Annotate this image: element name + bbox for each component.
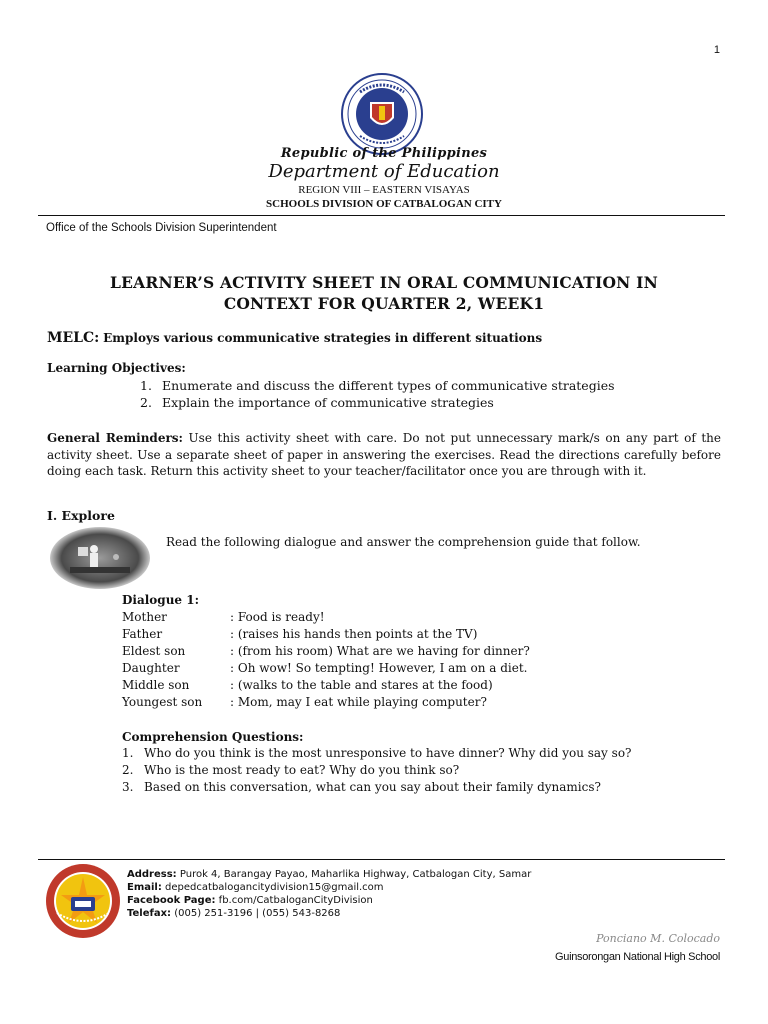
department-heading: Department of Education [268,161,500,182]
footer-email [127,882,384,893]
objective-item [140,378,615,393]
division-seal-icon [45,863,121,939]
dialogue-line [122,678,493,695]
dialogue-speaker: Youngest son [122,695,203,709]
dialogue-speaker: Mother [122,610,167,624]
dialogue-text: : Food is ready! [230,610,325,624]
dialogue-line [122,610,325,627]
melc-label: MELC: [47,330,100,346]
question-item [122,746,631,760]
explore-heading: I. Explore [47,508,115,523]
general-reminders [47,430,721,480]
page-number: 1 [713,44,720,56]
objectives-label: Learning Objectives: [47,361,186,375]
dialogue-text: : Oh wow! So tempting! However, I am on a diet. [230,661,528,675]
dialogue-text: : (walks to the table and stares at the food) [230,678,493,692]
page-title [40,272,728,314]
reminders-label: General Reminders: [47,431,183,445]
explore-instruction: Read the following dialogue and answer the comprehension guide that follow. [166,535,641,549]
dialogue-text: : (raises his hands then points at the TV) [230,627,478,641]
footer-facebook [127,895,373,906]
dialogue-speaker: Father [122,627,163,641]
objective-text: Enumerate and discuss the different types of communicative strategies [162,378,615,393]
dialogue-line [122,661,527,678]
facebook-value: fb.com/CatbaloganCityDivision [218,895,373,906]
dialogue-line [122,644,530,661]
footer-address [127,869,531,880]
header-divider [38,215,725,216]
dialogue-speaker: Daughter [122,661,180,675]
title-line-2: CONTEXT FOR QUARTER 2, WEEK1 [223,294,545,313]
telefax-value: (005) 251-3196 | (055) 543-8268 [174,908,341,919]
question-number: 2. [122,763,134,777]
objective-text: Explain the importance of communicative strategies [162,395,494,410]
region-heading: REGION VIII – EASTERN VISAYAS [298,184,470,196]
facebook-label: Facebook Page: [127,895,216,906]
question-item [122,780,601,794]
question-text: Who is the most ready to eat? Why do you think so? [144,763,460,777]
office-label: Office of the Schools Division Superintendent [46,222,277,234]
melc-line [47,330,542,346]
address-value: Purok 4, Barangay Payao, Maharlika Highway, Catbalogan City, Samar [179,869,532,880]
division-heading: SCHOOLS DIVISION OF CATBALOGAN CITY [266,198,502,210]
dialogue-line [122,695,487,712]
footer-divider [38,859,725,860]
address-label: Address: [127,869,177,880]
question-item [122,763,459,777]
comprehension-label: Comprehension Questions: [122,730,304,744]
dialogue-label: Dialogue 1: [122,593,200,607]
objective-number: 2. [140,395,152,410]
question-text: Based on this conversation, what can you say about their family dynamics? [144,780,601,794]
dialogue-text: : Mom, may I eat while playing computer? [230,695,487,709]
email-value: depedcatbalogancitydivision15@gmail.com [165,882,384,893]
question-number: 1. [122,746,134,760]
objective-item [140,395,494,410]
telefax-label: Telefax: [127,908,172,919]
footer-telefax [127,908,340,919]
title-line-1: LEARNER’S ACTIVITY SHEET IN ORAL COMMUNICATION IN [110,273,658,292]
republic-heading: Republic of the Philippines [280,146,488,161]
dinner-photo [50,527,150,589]
dialogue-line [122,627,477,644]
deped-seal-icon [340,72,424,156]
melc-text: Employs various communicative strategies in different situations [103,331,543,345]
dialogue-text: : (from his room) What are we having for dinner? [230,644,530,658]
question-number: 3. [122,780,134,794]
email-label: Email: [127,882,162,893]
objective-number: 1. [140,378,152,393]
signature-name: Ponciano M. Colocado [596,932,720,945]
dialogue-speaker: Middle son [122,678,190,692]
school-name: Guinsorongan National High School [555,951,720,963]
question-text: Who do you think is the most unresponsive to have dinner? Why did you say so? [144,746,632,760]
reminders-text: Use this activity sheet with care. Do not put unnecessary mark/s on any part of the activity sheet. Use a separate sheet of paper in answering the exercises. Read the directions carefully before doing each task. Return this activity sheet to your teacher/facilitator once you are through with it. [47,431,721,478]
dialogue-speaker: Eldest son [122,644,186,658]
